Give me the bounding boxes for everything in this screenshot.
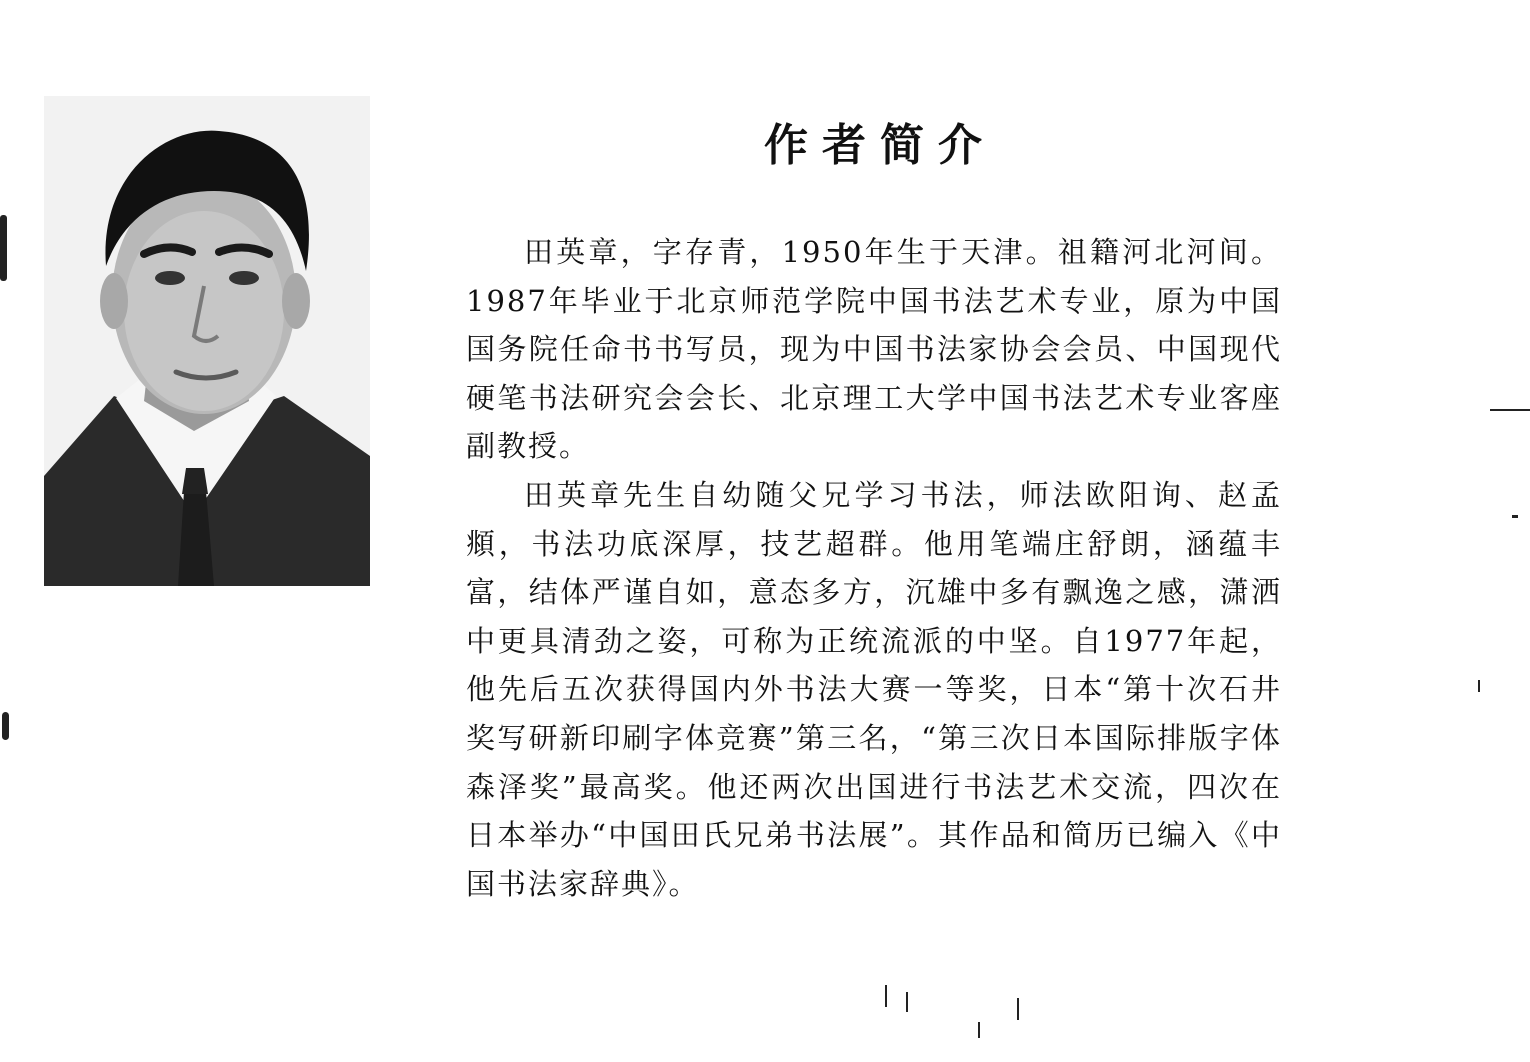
- author-portrait-photo: [44, 96, 370, 586]
- page-title: 作者简介: [764, 120, 996, 171]
- scan-mark-right-dash: [1490, 409, 1530, 411]
- scan-mark-bottom-4: [978, 1022, 980, 1038]
- scan-mark-right-dot-1: [1512, 515, 1518, 518]
- scan-mark-bottom-2: [906, 992, 908, 1012]
- scan-mark-left-bottom: [2, 712, 9, 740]
- biography-paragraph-2: 田英章先生自幼随父兄学习书法，师法欧阳询、赵孟頫，书法功底深厚，技艺超群。他用笔端庄舒朗，涵蕴丰富，结体严谨自如，意态多方，沉雄中多有飘逸之感，潇洒中更具清劲之姿，可称为正统流派的中坚。自1977年起，他先后五次获得国内外书法大赛一等奖，日本“第十次石井奖写研新印刷字体竞赛”第三名，“第三次日本国际排版字体森泽奖”最高奖。他还两次出国进行书法艺术交流，四次在日本举办“中国田氏兄弟书法展”。其作品和简历已编入《中国书法家辞典》。: [466, 477, 1282, 901]
- biography-paragraph-1: 田英章，字存青，1950年生于天津。祖籍河北河间。1987年毕业于北京师范学院中国书法艺术专业，原为中国国务院任命书书写员，现为中国书法家协会会员、中国现代硬笔书法研究会会长、北京理工大学中国书法艺术专业客座副教授。: [466, 235, 1282, 464]
- scan-mark-right-dot-2: [1478, 680, 1480, 692]
- scan-mark-left-top: [0, 215, 7, 281]
- scan-mark-bottom-3: [1017, 998, 1019, 1020]
- scan-mark-bottom-1: [885, 985, 887, 1007]
- biography-text: [466, 228, 1282, 908]
